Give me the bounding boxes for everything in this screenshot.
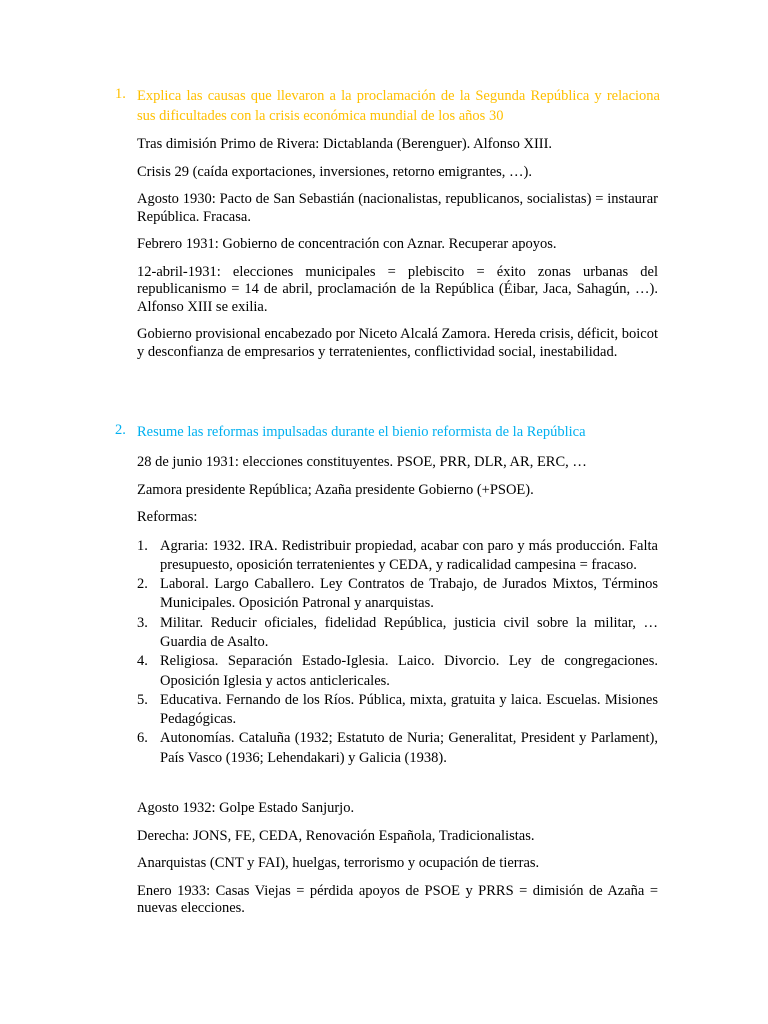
answer-2-after-paragraph: Anarquistas (CNT y FAI), huelgas, terrorismo y ocupación de tierras. [137, 855, 540, 871]
answer-2-after-paragraph: Enero 1933: Casas Viejas = pérdida apoyos de PSOE y PRRS = dimisión de Azaña = nuevas elecciones. [137, 882, 658, 916]
reform-text: Educativa. Fernando de los Ríos. Pública, mixta, gratuita y laica. Escuelas. Misiones Pedagógicas. [160, 691, 658, 728]
reform-number: 1. [137, 537, 148, 554]
reform-text: Laboral. Largo Caballero. Ley Contratos de Trabajo, de Jurados Mixtos, Términos Municipales. Oposición Patronal y anarquistas. [160, 576, 658, 612]
reform-number: 2. [137, 576, 148, 593]
reform-number: 3. [137, 614, 148, 631]
answer-1-paragraph: Crisis 29 (caída exportaciones, inversiones, retorno emigrantes, …). [137, 163, 533, 180]
question-2-number: 2. [115, 422, 126, 438]
answer-2-intro: 28 de junio 1931: elecciones constituyentes. PSOE, PRR, DLR, AR, ERC, … [137, 454, 587, 470]
answer-1-paragraph: Agosto 1930: Pacto de San Sebastián (nacionalistas, republicanos, socialistas) = instaurar República. Fracasa. [137, 191, 658, 225]
reform-item [137, 614, 658, 653]
reform-text: Agraria: 1932. IRA. Redistribuir propiedad, acabar con paro y más producción. Falta presupuesto, oposición terratenientes y CEDA, y radicalidad campesina = fracaso. [160, 537, 658, 573]
reform-item [137, 729, 658, 768]
question-1-text: Explica las causas que llevaron a la proclamación de la Segunda República y relaciona sus dificultades con la crisis económica mundial de los años 30 [137, 88, 660, 124]
answer-2-block [137, 454, 658, 768]
answer-1-block [137, 136, 658, 371]
answer-2-after-paragraph: Derecha: JONS, FE, CEDA, Renovación Española, Tradicionalistas. [137, 827, 535, 844]
answer-2-intro: Zamora presidente República; Azaña presidente Gobierno (+PSOE). [137, 481, 534, 498]
reform-item [137, 537, 658, 576]
answer-2-after-paragraph: Agosto 1932: Golpe Estado Sanjurjo. [137, 800, 355, 816]
question-2-heading [115, 422, 660, 442]
reform-number: 4. [137, 653, 148, 670]
question-1-heading [115, 86, 660, 126]
answer-1-paragraph: Tras dimisión Primo de Rivera: Dictablanda (Berenguer). Alfonso XIII. [137, 136, 553, 152]
answer-1-paragraph: Febrero 1931: Gobierno de concentración con Aznar. Recuperar apoyos. [137, 236, 557, 252]
reform-item [137, 575, 658, 614]
question-2-text: Resume las reformas impulsadas durante el bienio reformista de la República [137, 424, 586, 440]
reform-text: Autonomías. Cataluña (1932; Estatuto de Nuria; Generalitat, President y Parlament), País Vasco (1936; Lehendakari) y Galicia (1938). [160, 730, 658, 766]
reform-text: Religiosa. Separación Estado-Iglesia. Laico. Divorcio. Ley de congregaciones. Oposición Iglesia y actos anticlericales. [160, 653, 658, 689]
reform-text: Militar. Reducir oficiales, fidelidad República, justicia civil sobre la militar, … Guardia de Asalto. [160, 614, 658, 650]
question-1-number: 1. [115, 86, 126, 102]
reform-item [137, 652, 658, 691]
answer-2-after-block [137, 800, 658, 928]
answer-1-paragraph: Gobierno provisional encabezado por Niceto Alcalá Zamora. Hereda crisis, déficit, boicot y desconfianza de empresarios y terratenientes, conflictividad social, inestabilidad. [137, 326, 658, 360]
reform-number: 5. [137, 691, 148, 708]
reforms-list [137, 537, 658, 769]
reform-number: 6. [137, 730, 148, 747]
answer-1-paragraph: 12-abril-1931: elecciones municipales = plebiscito = éxito zonas urbanas del republicanismo = 14 de abril, proclamación de la República (Éibar, Jaca, Sahagún, …). Alfonso XIII se exilia. [137, 263, 658, 315]
answer-2-intro: Reformas: [137, 509, 198, 525]
reform-item [137, 691, 658, 730]
